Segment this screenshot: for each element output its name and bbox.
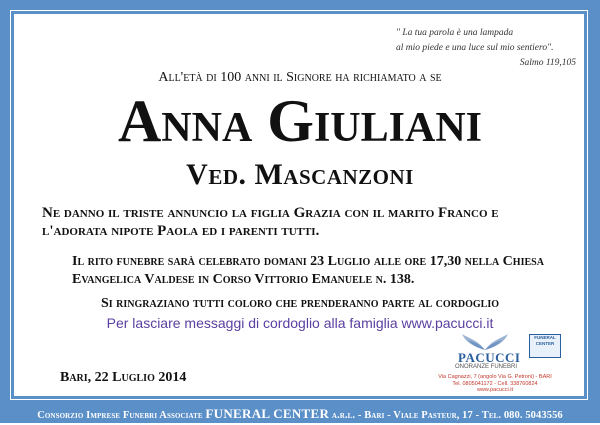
- address-website: www.pacucci.it: [476, 387, 514, 393]
- family-announcement: Ne danno il triste annuncio la figlia Grazia con il marito Franco e l'adorata nipote Paola ed i parenti tutti.: [42, 205, 499, 239]
- deceased-name: Anna Giuliani: [117, 88, 483, 154]
- condolence-link[interactable]: Per lasciare messaggi di cordoglio alla famiglia www.pacucci.it: [106, 315, 494, 331]
- address-line-2: Tel. 0805041172 - Cell. 338760824: [452, 380, 538, 387]
- quote-line-2: al mio piede e una luce sul mio sentiero".: [396, 43, 554, 53]
- logo-address: [434, 374, 556, 394]
- bible-quote: [396, 26, 576, 71]
- badge-line-2: CENTER: [535, 341, 555, 346]
- logo-subtitle: ONORANZE FUNEBRI: [454, 364, 517, 370]
- funeral-rite-details: Il rito funebre sarà celebrato domani 23 Luglio alle ore 17,30 nella Chiesa Evangelica Valdese in Corso Vittorio Emanuele n. 138.: [72, 254, 544, 287]
- badge-line-1: FUNERAL: [534, 335, 556, 340]
- footer-part-1: Consorzio Imprese Funebri Associate: [37, 410, 203, 421]
- pacucci-logo: [438, 332, 566, 398]
- logo-brand: PACUCCI: [458, 350, 521, 365]
- angel-wings-icon: [460, 332, 510, 352]
- funeral-center-badge: [529, 334, 561, 358]
- quote-line-1: " La tua parola è una lampada: [396, 28, 514, 38]
- date-line: Bari, 22 Luglio 2014: [60, 370, 187, 385]
- widow-of-name: Ved. Mascanzoni: [186, 158, 414, 191]
- address-line-1: Via Cagnazzi, 7 (angolo Via G. Petroni) - BARI: [438, 374, 552, 380]
- footer-bar: [0, 404, 600, 423]
- quote-reference: Salmo 119,105: [519, 58, 576, 68]
- intro-text: All'età di 100 anni il Signore ha richiamato a se: [158, 70, 442, 85]
- footer-part-2: a.r.l. - Bari - Viale Pasteur, 17 - Tel. 080. 5043556: [331, 410, 563, 421]
- thanks-text: Si ringraziano tutti coloro che prenderanno parte al cordoglio: [100, 296, 500, 311]
- footer-brand: FUNERAL CENTER: [205, 406, 330, 421]
